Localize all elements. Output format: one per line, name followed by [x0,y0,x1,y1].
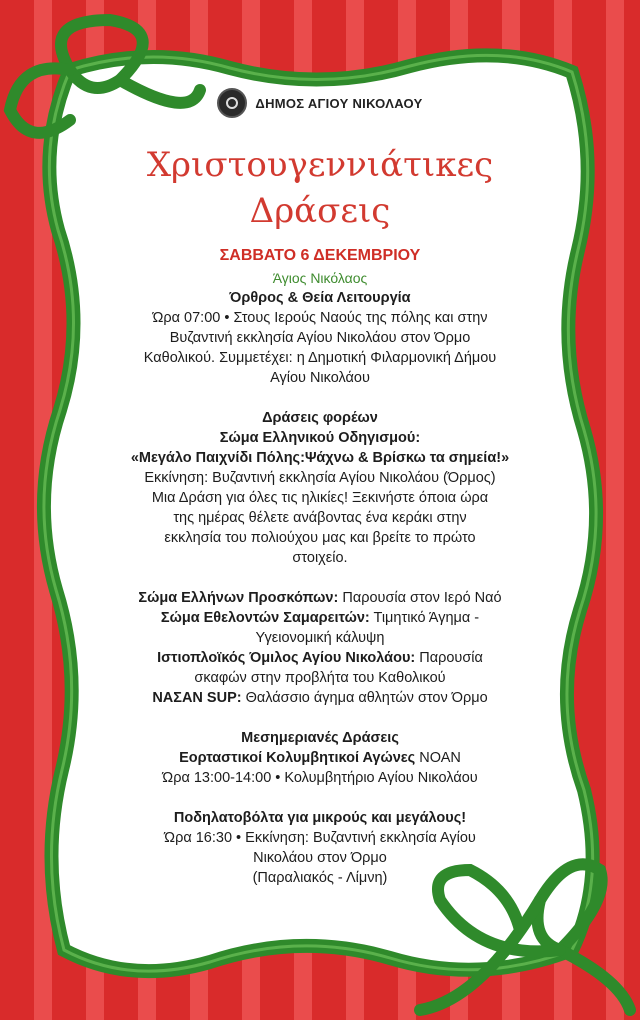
text-line [80,588,560,608]
text-line: Καθολικού. Συμμετέχει: η Δημοτική Φιλαρμονική Δήμου [143,350,497,366]
org-activity: Τιμητικό Άγημα - [369,610,480,626]
activity-title: Εορταστικοί Κολυμβητικοί Αγώνες [179,750,416,766]
section-heading: Όρθρος & Θεία Λειτουργία [229,290,411,306]
title-line-2: Δράσεις [249,191,391,231]
text-line: Μια Δράση για όλες τις ηλικίες! Ξεκινήστε όποια ώρα [151,490,489,506]
org-name: ΝΑΣΑΝ SUP: [152,690,242,706]
text-line [80,648,560,668]
org-name: Ιστιοπλοϊκός Όμιλος Αγίου Νικολάου: [157,650,416,666]
text-line: Βυζαντινή εκκλησία Αγίου Νικολάου στον Όρμο [169,330,471,346]
text-line [80,748,560,768]
org-activity: Παρουσία [415,650,483,666]
activity-title: «Μεγάλο Παιχνίδι Πόλης:Ψάχνω & Βρίσκω τα σημεία!» [130,450,510,466]
section-heading: Δράσεις φορέων [262,410,378,426]
text-line: (Παραλιακός - Λίμνη) [252,870,388,886]
text-line: εκκλησία του πολιούχου μας και βρείτε το πρώτο [164,530,476,546]
text-line: στοιχείο. [292,550,348,566]
page-title [80,142,560,234]
header [80,88,560,118]
section-subheading: Σώμα Ελληνικού Οδηγισμού: [219,430,421,446]
text-line [80,608,560,628]
text-line [80,688,560,708]
text-line: Νικολάου στον Όρμο [253,850,387,866]
content [80,80,560,940]
section-heading: Μεσημεριανές Δράσεις [241,730,399,746]
text-line: σκαφών στην προβλήτα του Καθολικού [194,670,446,686]
event-place: Άγιος Νικόλαος [272,270,368,286]
municipality-seal-icon [217,88,247,118]
text-line: Ώρα 16:30 • Εκκίνηση: Βυζαντινή εκκλησία Αγίου [164,830,476,846]
title-line-1: Χριστουγεννιάτικες [146,145,494,185]
event-date: ΣΑΒΒΑΤΟ 6 ΔΕΚΕΜΒΡΙΟΥ [219,247,421,264]
org-name: Σώμα Εθελοντών Σαμαρειτών: [160,610,370,626]
municipality-name: ΔΗΜΟΣ ΑΓΙΟΥ ΝΙΚΟΛΑΟΥ [255,95,423,111]
org-activity: Θαλάσσιο άγημα αθλητών στον Όρμο [241,690,488,706]
text-line: Ώρα 07:00 • Στους Ιερούς Ναούς της πόλης και στην [152,310,488,326]
text-line: Ώρα 13:00-14:00 • Κολυμβητήριο Αγίου Νικολάου [162,770,478,786]
text-line: Αγίου Νικολάου [270,370,370,386]
text-line: Υγειονομική κάλυψη [255,630,385,646]
org-activity: Παρουσία στον Ιερό Ναό [338,590,502,606]
text-line: Εκκίνηση: Βυζαντινή εκκλησία Αγίου Νικολάου (Όρμος) [144,470,496,486]
org-name: ΝΟΑΝ [415,750,461,766]
section-heading: Ποδηλατοβόλτα για μικρούς και μεγάλους! [173,810,467,826]
text-line: της ημέρας θέλετε ανάβοντας ένα κεράκι στην [173,510,467,526]
event-details [80,246,560,888]
org-name: Σώμα Ελλήνων Προσκόπων: [138,590,339,606]
